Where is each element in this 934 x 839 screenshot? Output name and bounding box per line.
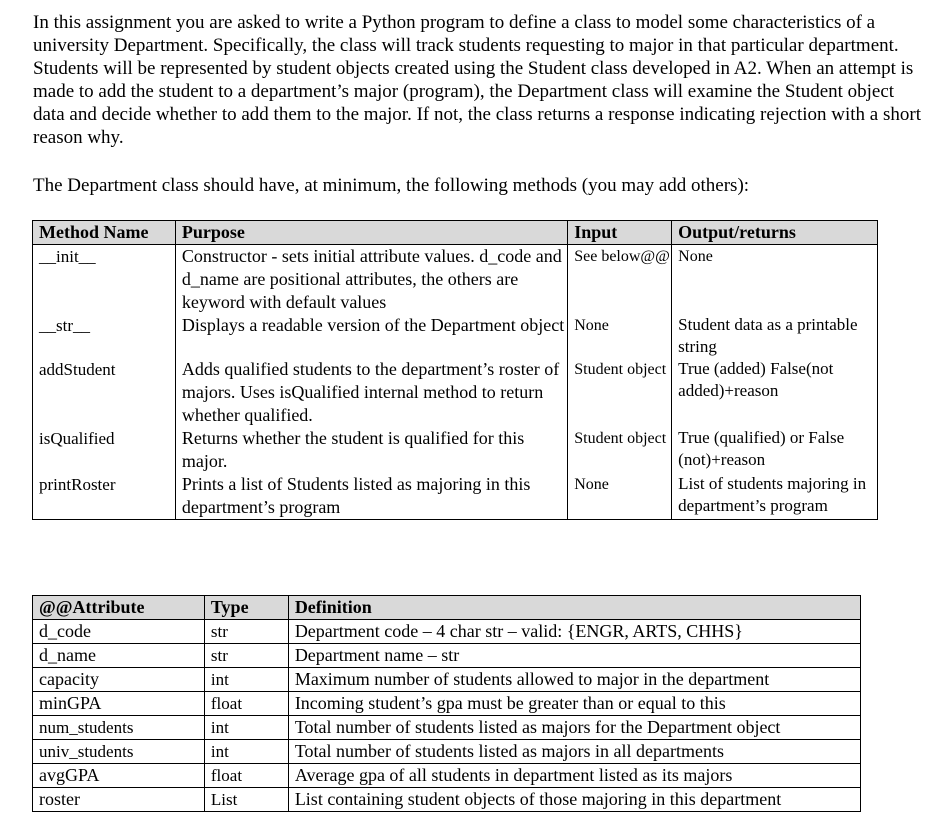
attribute-type: str: [204, 644, 288, 668]
attribute-definition: Total number of students listed as majors for the Department object: [288, 716, 860, 740]
method-name: printRoster: [33, 473, 176, 520]
method-purpose: Prints a list of Students listed as majoring in this department’s program: [175, 473, 567, 520]
attribute-type: int: [204, 716, 288, 740]
attributes-header-row: [33, 596, 861, 620]
attribute-type: float: [204, 764, 288, 788]
attribute-type: int: [204, 740, 288, 764]
attributes-header-definition: Definition: [288, 596, 860, 620]
method-output: Student data as a printable string: [672, 314, 878, 358]
attribute-row: [33, 668, 861, 692]
attribute-definition: Department code – 4 char str – valid: {ENGR, ARTS, CHHS}: [288, 620, 860, 644]
attribute-row: [33, 692, 861, 716]
attribute-definition: Maximum number of students allowed to major in the department: [288, 668, 860, 692]
methods-lead-sentence: The Department class should have, at minimum, the following methods (you may add others):: [33, 175, 750, 196]
attribute-name: univ_students: [33, 740, 205, 764]
method-purpose: Returns whether the student is qualified for this major.: [175, 427, 567, 473]
attribute-name: roster: [33, 788, 205, 812]
method-name: __str__: [33, 314, 176, 358]
intro-paragraph: In this assignment you are asked to write a Python program to define a class to model some characteristics of a university Department. Specifically, the class will track students requesting to major in that particular department. Students will be represented by student objects created using the Student class developed in A2. When an attempt is made to add the student to a department’s major (program), the Department class will examine the Student object data and decide whether to add them to the major. If not, the class returns a response indicating rejection with a short reason why.: [33, 12, 921, 148]
method-purpose: Displays a readable version of the Department object: [175, 314, 567, 358]
attribute-row: [33, 644, 861, 668]
attribute-type: str: [204, 620, 288, 644]
method-output: True (added) False(not added)+reason: [672, 358, 878, 427]
attribute-name: d_code: [33, 620, 205, 644]
methods-header-output: Output/returns: [672, 221, 878, 245]
method-name: isQualified: [33, 427, 176, 473]
attribute-row: [33, 788, 861, 812]
attribute-definition: Incoming student’s gpa must be greater than or equal to this: [288, 692, 860, 716]
attribute-name: num_students: [33, 716, 205, 740]
method-input: Student object: [568, 427, 672, 473]
attribute-definition: List containing student objects of those majoring in this department: [288, 788, 860, 812]
method-output: None: [672, 245, 878, 315]
methods-row: [33, 314, 878, 358]
attributes-header-type: Type: [204, 596, 288, 620]
method-input: None: [568, 314, 672, 358]
method-output: True (qualified) or False (not)+reason: [672, 427, 878, 473]
attributes-table: [32, 595, 861, 812]
method-purpose: Adds qualified students to the department’s roster of majors. Uses isQualified internal method to return whether qualified.: [175, 358, 567, 427]
methods-row: [33, 358, 878, 427]
attributes-header-attribute: @@Attribute: [33, 596, 205, 620]
attribute-row: [33, 620, 861, 644]
attribute-definition: Average gpa of all students in department listed as its majors: [288, 764, 860, 788]
attribute-name: d_name: [33, 644, 205, 668]
attribute-definition: Department name – str: [288, 644, 860, 668]
methods-table: [32, 220, 878, 520]
methods-row: [33, 473, 878, 520]
attribute-type: int: [204, 668, 288, 692]
methods-row: [33, 245, 878, 315]
method-name: __init__: [33, 245, 176, 315]
method-name: addStudent: [33, 358, 176, 427]
attribute-row: [33, 740, 861, 764]
attribute-definition: Total number of students listed as majors in all departments: [288, 740, 860, 764]
method-purpose: Constructor - sets initial attribute values. d_code and d_name are positional attributes, the others are keyword with default values: [175, 245, 567, 315]
method-input: Student object: [568, 358, 672, 427]
attribute-name: minGPA: [33, 692, 205, 716]
method-input: None: [568, 473, 672, 520]
attribute-row: [33, 716, 861, 740]
method-output: List of students majoring in department’s program: [672, 473, 878, 520]
attribute-name: capacity: [33, 668, 205, 692]
attribute-type: float: [204, 692, 288, 716]
attribute-name: avgGPA: [33, 764, 205, 788]
attribute-row: [33, 764, 861, 788]
attribute-type: List: [204, 788, 288, 812]
methods-header-name: Method Name: [33, 221, 176, 245]
methods-header-purpose: Purpose: [175, 221, 567, 245]
methods-header-input: Input: [568, 221, 672, 245]
methods-header-row: [33, 221, 878, 245]
methods-row: [33, 427, 878, 473]
method-input: See below@@: [568, 245, 672, 315]
